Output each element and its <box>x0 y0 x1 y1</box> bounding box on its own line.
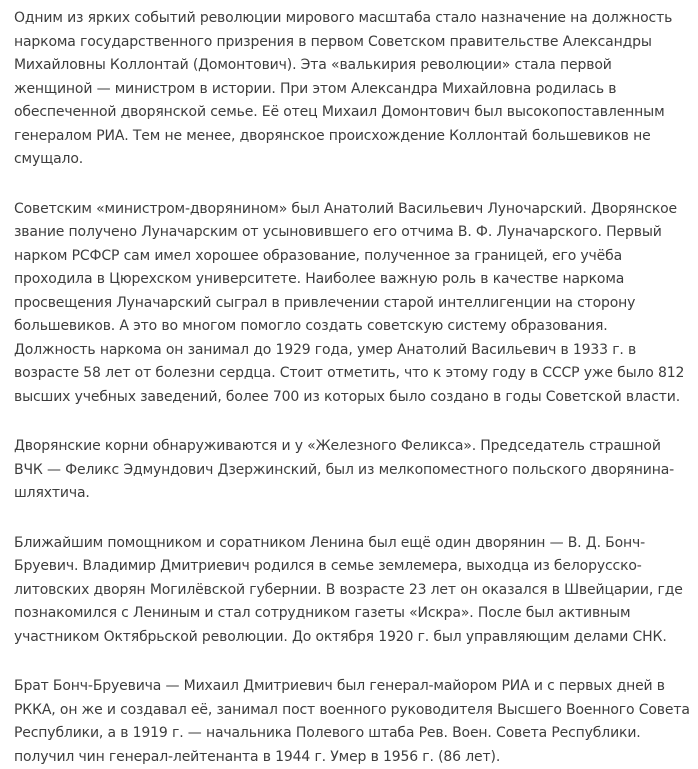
article-body <box>14 7 692 769</box>
paragraph-lunacharsky: Советским «министром-дворянином» был Анатолий Васильевич Луночарский. Дворянское звание получено Луначарским от усыновившего его отчима В. Ф. Луначарского. Первый нарком РСФСР сам имел хорошее образование, полученное за границей, его учёба проходила в Цюрехском университете. Наиболее важную роль в качестве наркома просвещения Луначарский сыграл в привлечении старой интеллигенции на сторону большевиков. А это во многом помогло создать советскую систему образования. Должность наркома он занимал до 1929 года, умер Анатолий Васильевич в 1933 г. в возрасте 58 лет от болезни сердца. Стоит отметить, что к этому году в СССР уже было 812 высших учебных заведений, более 700 из которых было создано в годы Советской власти. <box>14 200 685 405</box>
paragraph-kollontai: Одним из ярких событий революции мирового масштаба стало назначение на должность наркома государственного призрения в первом Советском правительстве Александры Михайловны Коллонтай (Домонтович). Эта «валькирия революции» стала первой женщиной — министром в истории. При этом Александра Михайловна родилась в обеспеченной дворянской семье. Её отец Михаил Домонтович был высокопоставленным генералом РИА. Тем не менее, дворянское происхождение Коллонтай большевиков не смущало. <box>14 10 673 167</box>
paragraph-dzerzhinsky: Дворянские корни обнаруживаются и у «Железного Феликса». Председатель страшной ВЧК — Феликс Эдмундович Дзержинский, был из мелкопоместного польского дворянина-шляхтича. <box>14 438 675 501</box>
paragraph-bonch-bruevich-mikhail: Брат Бонч-Бруевича — Михаил Дмитриевич был генерал-майором РИА и с первых дней в РККА, он же и создавал её, занимал пост военного руководителя Высшего Военного Совета Республики, а в 1919 г. — начальника Полевого штаба Рев. Воен. Совета Республики. получил чин генерал-лейтенанта в 1944 г. Умер в 1956 г. (86 лет). <box>14 678 690 765</box>
paragraph-bonch-bruevich-vladimir: Ближайшим помощником и соратником Ленина был ещё один дворянин — В. Д. Бонч-Бруевич. Владимир Дмитриевич родился в семье землемера, выходца из белорусско-литовских дворян Могилёвской губернии. В возрасте 23 лет он оказался в Швейцарии, где познакомился с Лениным и стал сотрудником газеты «Искра». После был активным участником Октябрьской революции. До октября 1920 г. был управляющим делами СНК. <box>14 534 683 645</box>
